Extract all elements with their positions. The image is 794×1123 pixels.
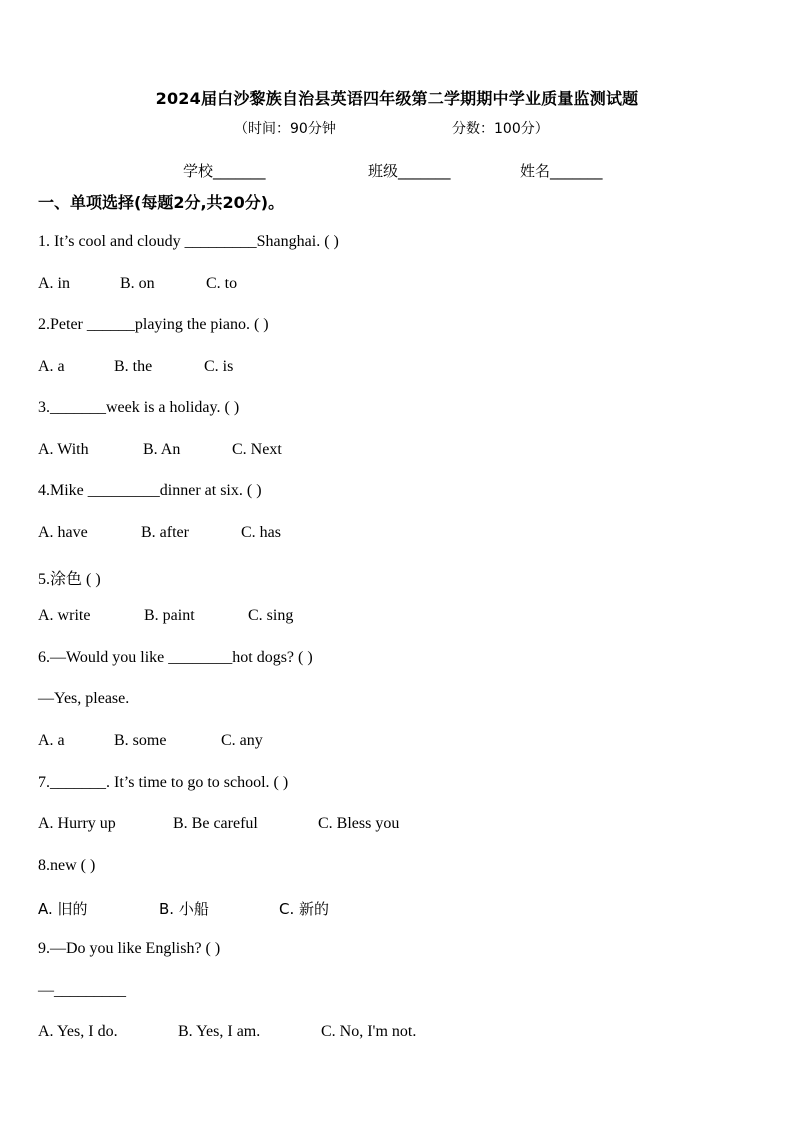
option-c: C. 新的 — [279, 900, 330, 918]
question-stem: 6.—Would you like ________hot dogs? ( ) — [38, 649, 313, 666]
option-a: A. a — [38, 732, 65, 749]
question-options — [38, 275, 237, 293]
option-a: A. in — [38, 275, 70, 292]
option-b: B. Yes, I am. — [178, 1023, 261, 1040]
question-stem: 5.涂色 ( ) — [38, 571, 101, 588]
question-stem: 9.—Do you like English? ( ) — [38, 940, 221, 957]
question-stem: 8.new ( ) — [38, 857, 96, 874]
option-a: A. Hurry up — [38, 815, 116, 832]
question-options — [38, 607, 293, 625]
option-a: A. Yes, I do. — [38, 1023, 118, 1040]
option-a: A. With — [38, 441, 89, 458]
section-heading: 一、单项选择(每题2分,共20分)。 — [38, 193, 285, 212]
option-b: B. on — [120, 275, 155, 292]
question-stem: 7._______. It’s time to go to school. ( ) — [38, 774, 289, 791]
question-options — [38, 732, 263, 750]
option-c: C. has — [241, 524, 281, 541]
question-extra: —Yes, please. — [38, 690, 130, 707]
question-options — [38, 815, 399, 833]
option-c: C. No, I'm not. — [321, 1023, 417, 1040]
question-stem: 2.Peter ______playing the piano. ( ) — [38, 316, 269, 333]
option-b: B. some — [114, 732, 167, 749]
time-info: （时间：90分钟 — [234, 121, 336, 137]
option-c: C. to — [206, 275, 238, 292]
option-c: C. is — [204, 358, 234, 375]
question-options — [38, 358, 233, 376]
option-a: A. 旧的 — [38, 900, 88, 918]
page-title: 2024届白沙黎族自治县英语四年级第二学期期中学业质量监测试题 — [155, 89, 639, 108]
question-options — [38, 1023, 416, 1041]
school-field: 学校_______ — [183, 162, 266, 180]
option-b: B. An — [143, 441, 181, 458]
question-stem: 4.Mike _________dinner at six. ( ) — [38, 482, 262, 499]
option-c: C. sing — [248, 607, 294, 624]
option-b: B. 小船 — [159, 900, 209, 918]
question-options — [38, 441, 282, 459]
option-c: C. Bless you — [318, 815, 400, 832]
option-a: A. have — [38, 524, 88, 541]
option-b: B. paint — [144, 607, 195, 624]
question-extra: —_________ — [38, 982, 126, 999]
question-stem: 1. It’s cool and cloudy _________Shanghai. ( ) — [38, 233, 339, 250]
name-field: 姓名_______ — [520, 162, 603, 180]
class-field: 班级_______ — [368, 162, 451, 180]
option-a: A. a — [38, 358, 65, 375]
option-a: A. write — [38, 607, 91, 624]
option-b: B. after — [141, 524, 189, 541]
option-c: C. any — [221, 732, 263, 749]
question-stem: 3._______week is a holiday. ( ) — [38, 399, 240, 416]
option-b: B. the — [114, 358, 153, 375]
question-options — [38, 524, 281, 542]
option-c: C. Next — [232, 441, 282, 458]
question-options — [38, 898, 329, 919]
option-b: B. Be careful — [173, 815, 258, 832]
score-info: 分数：100分） — [452, 121, 549, 137]
